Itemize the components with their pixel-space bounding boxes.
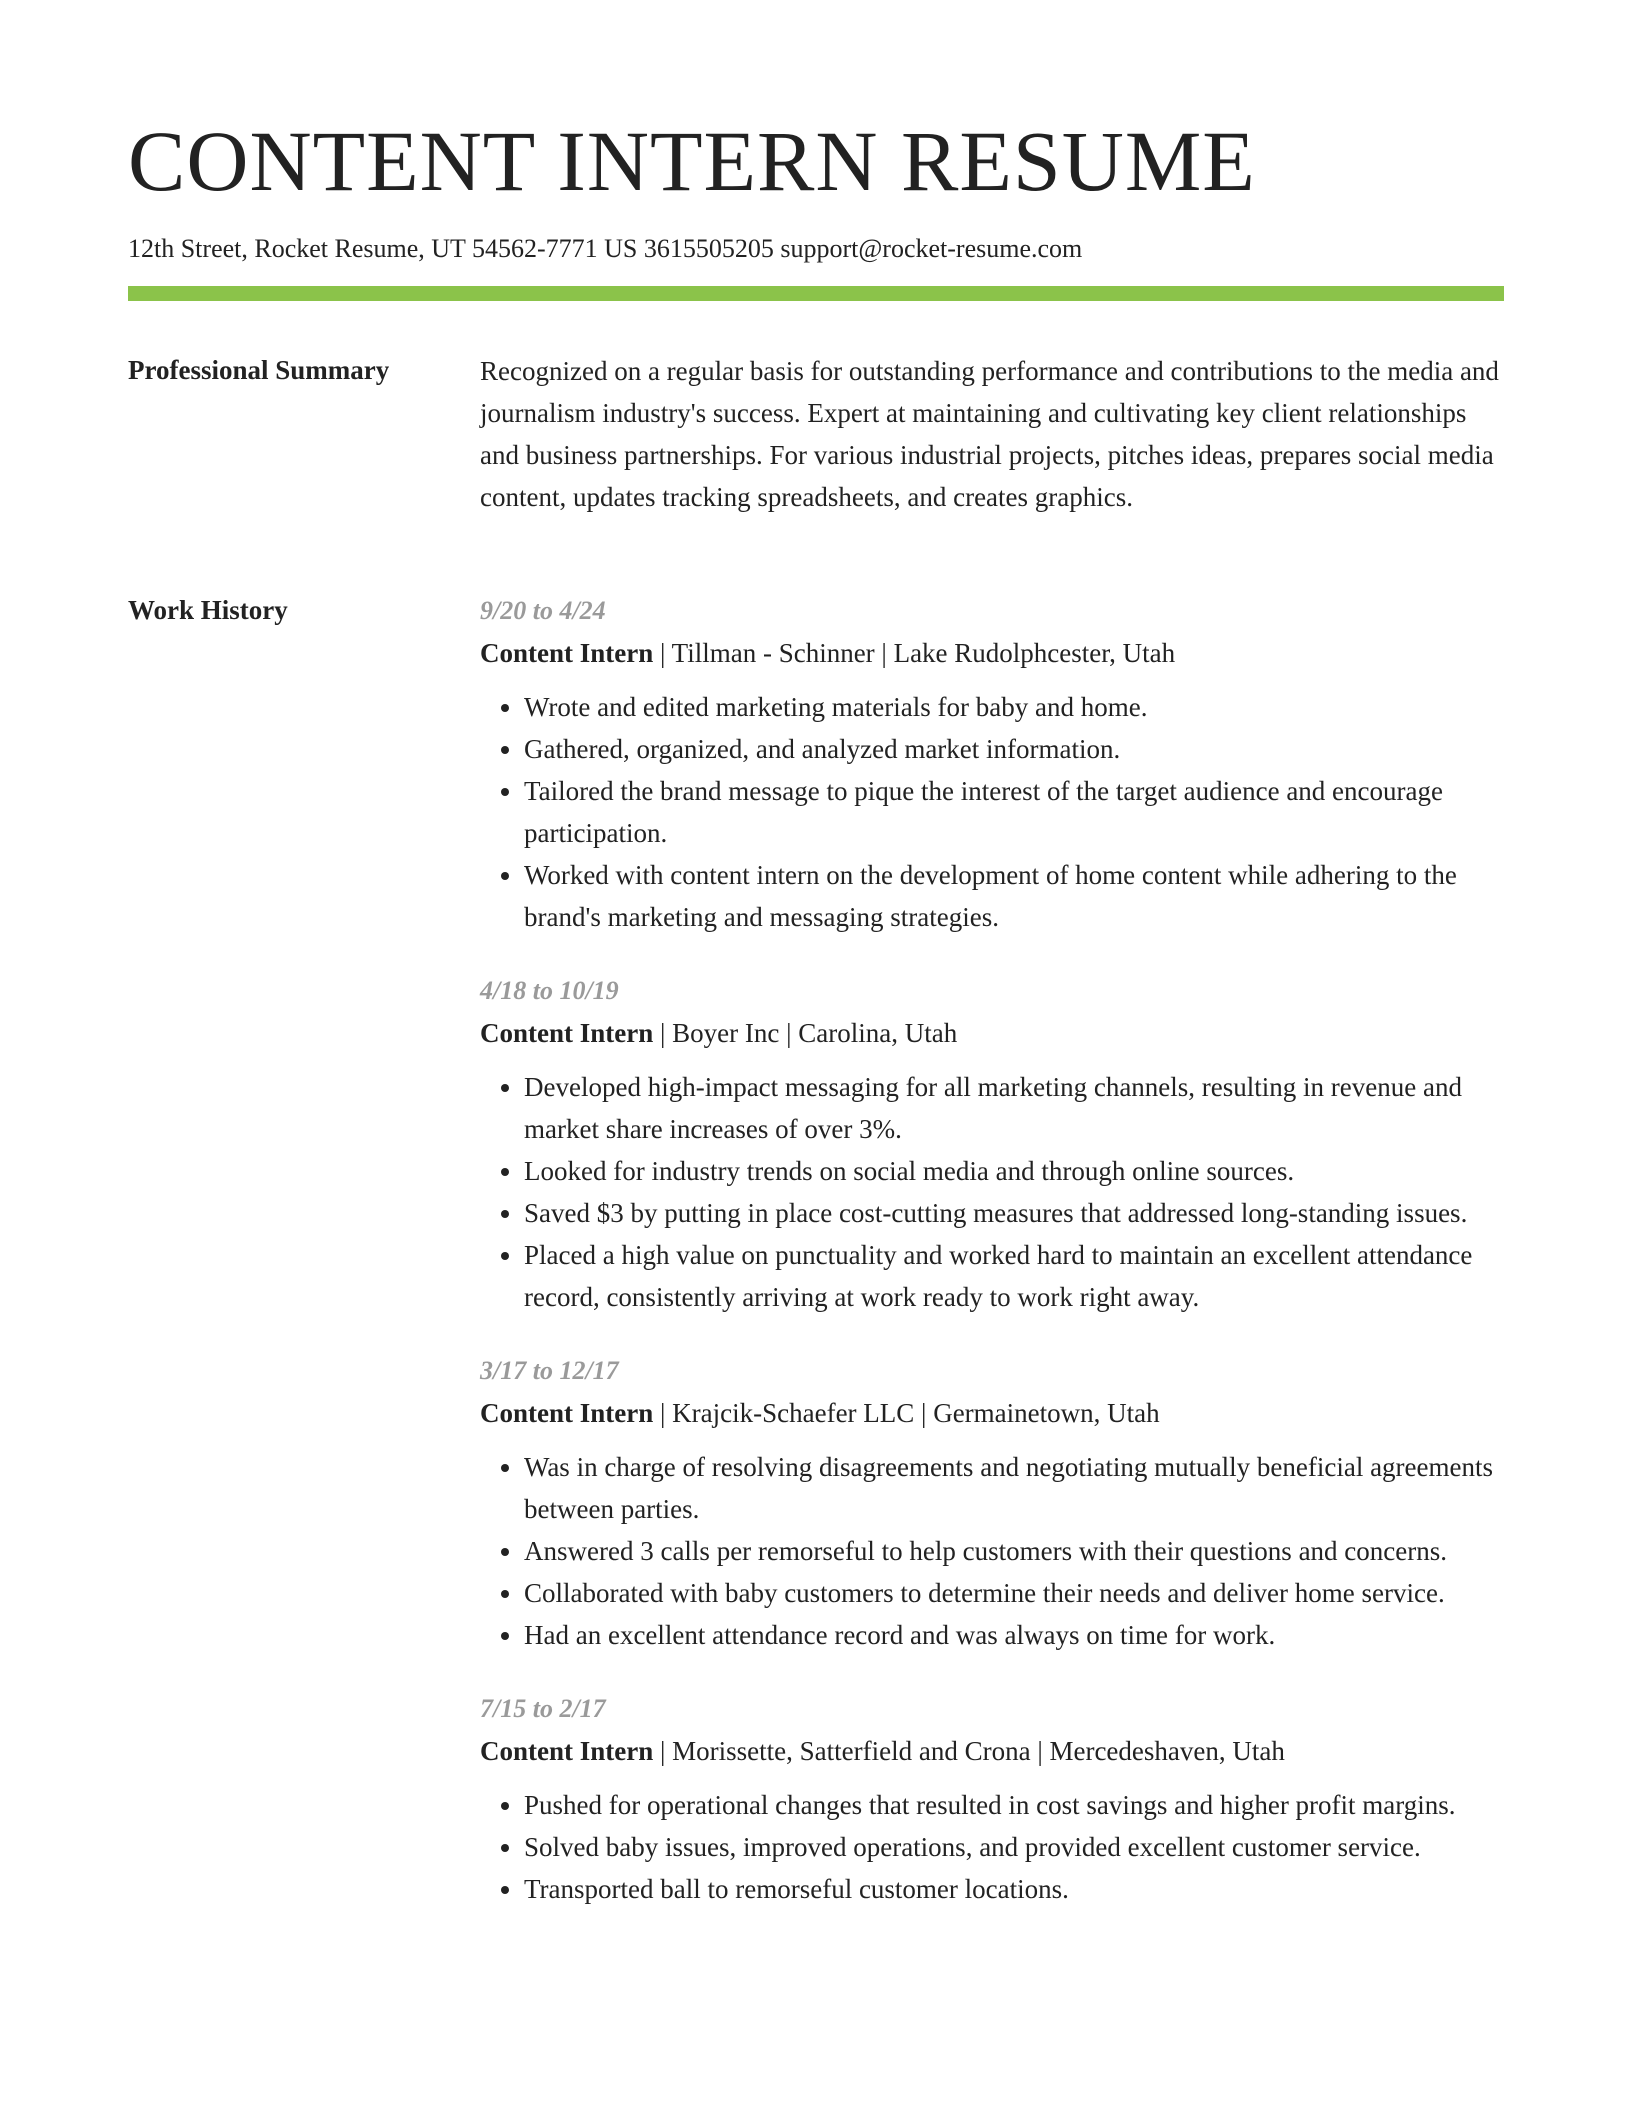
job-title-line (480, 1392, 1504, 1434)
work-history-list (480, 590, 1504, 1942)
job-title-line (480, 1730, 1504, 1772)
job-bullet-list (480, 1784, 1504, 1910)
job-entry (480, 1350, 1504, 1656)
contact-line: 12th Street, Rocket Resume, UT 54562-7771 US 3615505205 support@rocket-resume.com (128, 234, 1083, 263)
job-role: Content Intern (480, 1736, 654, 1766)
job-entry (480, 970, 1504, 1318)
job-bullet: • Looked for industry trends on social media and through online sources. (524, 1150, 1504, 1192)
job-dates: 7/15 to 2/17 (480, 1694, 606, 1723)
job-bullet: • Had an excellent attendance record and was always on time for work. (524, 1614, 1504, 1656)
resume-title: CONTENT INTERN RESUME (128, 113, 1256, 209)
job-role: Content Intern (480, 1398, 654, 1428)
job-employer-location: | Tillman - Schinner | Lake Rudolphcester, Utah (653, 638, 1176, 668)
job-bullet: • Wrote and edited marketing materials for baby and home. (524, 686, 1504, 728)
job-dates: 9/20 to 4/24 (480, 596, 606, 625)
job-bullet: • Pushed for operational changes that resulted in cost savings and higher profit margins. (524, 1784, 1504, 1826)
summary-text: Recognized on a regular basis for outstanding performance and contributions to the media and journalism industry's success. Expert at maintaining and cultivating key client relationships and business partnerships. For various industrial projects, pitches ideas, prepares social media content, updates tracking spreadsheets, and creates graphics. (480, 356, 1499, 512)
job-entry (480, 590, 1504, 938)
job-title-line (480, 1012, 1504, 1054)
job-bullet: • Collaborated with baby customers to determine their needs and deliver home service. (524, 1572, 1504, 1614)
job-bullet: • Placed a high value on punctuality and worked hard to maintain an excellent attendance record, consistently arriving at work ready to work right away. (524, 1234, 1504, 1318)
job-employer-location: | Morissette, Satterfield and Crona | Mercedeshaven, Utah (653, 1736, 1285, 1766)
job-title-line (480, 632, 1504, 674)
job-bullet-list (480, 1066, 1504, 1318)
job-bullet: • Transported ball to remorseful customer locations. (524, 1868, 1504, 1910)
job-entry (480, 1688, 1504, 1910)
job-dates: 3/17 to 12/17 (480, 1356, 619, 1385)
job-bullet: • Solved baby issues, improved operations, and provided excellent customer service. (524, 1826, 1504, 1868)
job-bullet: • Saved $3 by putting in place cost-cutting measures that addressed long-standing issues. (524, 1192, 1504, 1234)
summary-heading: Professional Summary (128, 355, 390, 385)
job-employer-location: | Krajcik-Schaefer LLC | Germainetown, Utah (653, 1398, 1160, 1428)
job-dates: 4/18 to 10/19 (480, 976, 619, 1005)
job-bullet-list (480, 1446, 1504, 1656)
header-divider (128, 286, 1504, 301)
job-bullet: • Tailored the brand message to pique the interest of the target audience and encourage participation. (524, 770, 1504, 854)
job-role: Content Intern (480, 638, 654, 668)
job-bullet: • Worked with content intern on the development of home content while adhering to the brand's marketing and messaging strategies. (524, 854, 1504, 938)
work-history-heading: Work History (128, 595, 288, 625)
job-bullet: • Gathered, organized, and analyzed market information. (524, 728, 1504, 770)
job-bullet: • Answered 3 calls per remorseful to help customers with their questions and concerns. (524, 1530, 1504, 1572)
job-bullet: • Was in charge of resolving disagreements and negotiating mutually beneficial agreements between parties. (524, 1446, 1504, 1530)
job-bullet: • Developed high-impact messaging for all marketing channels, resulting in revenue and market share increases of over 3%. (524, 1066, 1504, 1150)
job-bullet-list (480, 686, 1504, 938)
job-role: Content Intern (480, 1018, 654, 1048)
job-employer-location: | Boyer Inc | Carolina, Utah (653, 1018, 958, 1048)
